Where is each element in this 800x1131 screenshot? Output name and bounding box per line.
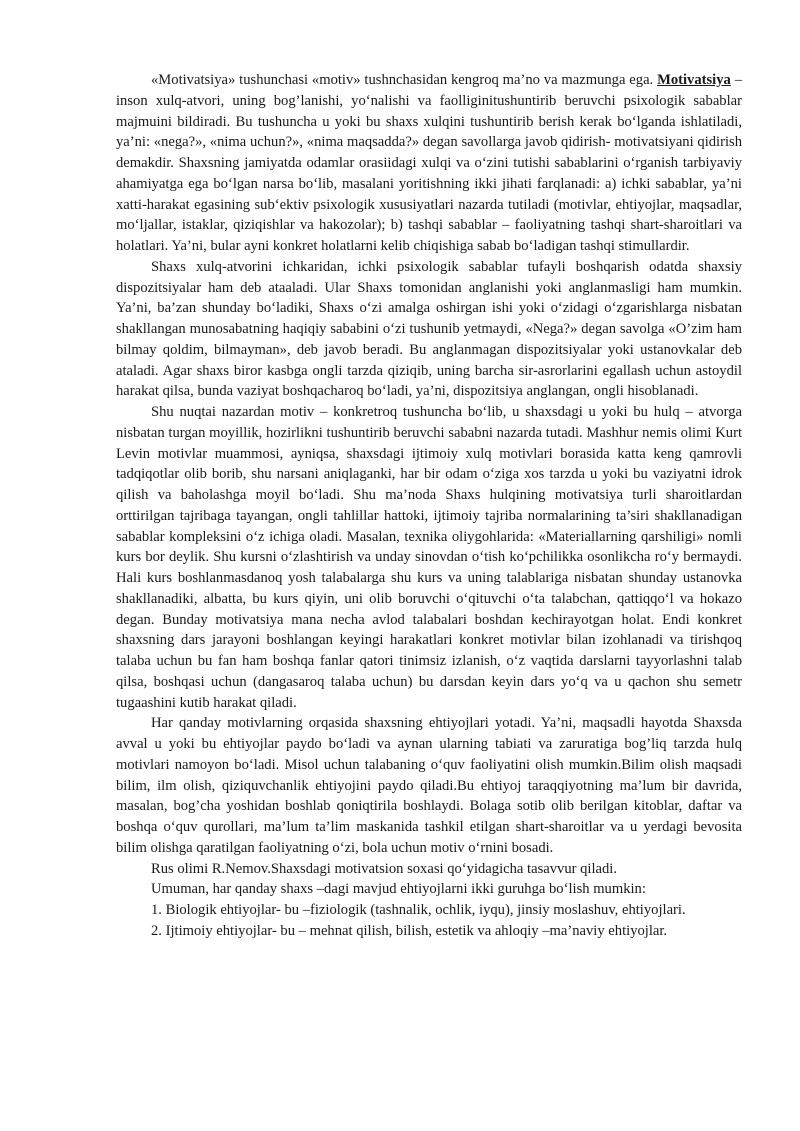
list-item-social-needs: 2. Ijtimoiy ehtiyojlar- bu – mehnat qilish, bilish, estetik va ahloqiy –ma’naviy ehtiyojlar. [151, 922, 668, 939]
paragraph-needs: Har qanday motivlarning orqasida shaxsning ehtiyojlari yotadi. Ya’ni, maqsadli hayotda Shaxsda avval u yoki bu ehtiyojlar paydo bo‘ladi va aynan ularning tabiati va zaruratiga bog’liq tarzda hulq motivlari namoyon bo‘ladi. Misol uchun talabaning o‘quv faoliyatini olish mumkin.Bilim olish maqsadi bilim, ilm olish, qiziquvchanlik ehtiyojini paydo qiladi.Bu ehtiyoj taraqqiyotning ma’lum bir davrida, masalan, bog’cha yoshidan boshlab qoniqtirila boshlaydi. Bolaga sotib olib berilgan kitoblar, daftar va boshqa o‘quv qurollari, ma’lum ta’lim maskanida tashkil etilgan shart-sharoitlar va u yerdagi bevosita bilim olishga qaratilgan faoliyatning o‘zi, bola uchun motiv o‘rnini bosadi. [116, 715, 742, 856]
paragraph-text: – inson xulq-atvori, uning bog’lanishi, yo‘nalishi va faolliginitushuntirib beruvchi psixologik sabablar majmuini bildiradi. Bu tushuncha u yoki bu shaxs xulqini tushuntirib berish kerak bo‘lganda ishlatiladi, ya’ni: «nega?», «nima uchun?», «nima maqsadda?» degan savollarga javob qidirish- motivatsiyani qidirish demakdir. Shaxsning jamiyatda odamlar orasiidagi xulqi va o‘zini tutishi sabablarini o‘rganish tarbiyaviy ahamiyatga ega bo‘lgan narsa bo‘lib, masalani yoritishning ikki jihati farqlanadi: a) ichki sabablar, ya’ni xatti-harakat egasining sub‘ektiv psixologik xususiyatlari nazarda tutiladi (motivlar, ehtiyojlar, maqsadlar, mo‘ljallar, istaklar, qiziqishlar va hakozolar); b) tashqi sabablar – faoliyatning tashqi shart-sharoitlari va holatlari. Ya’ni, bular ayni konkret holatlarni kelib chiqishiga sabab bo‘ladigan tashqi stimullardir. [116, 72, 742, 254]
paragraph-motive-levin: Shu nuqtai nazardan motiv – konkretroq tushuncha bo‘lib, u shaxsdagi u yoki bu hulq – atvorga nisbatan turgan moyillik, hozirlikni tushuntirib beruvchi sababni nazarda tutadi. Mashhur nemis olimi Kurt Levin motivlar muammosi, ayniqsa, shaxsdagi ijtimoiy xulq motivlari borasida katta keng qamrovli tadqiqotlar olib borib, shu narsani aniqlaganki, har bir odam o‘ziga xos tarzda u yoki bu vaziyatni idrok qilish va baholashga moyil bo‘ladi. Shu ma’noda Shaxs hulqining motivatsiya turli sharoitlardan orttirilgan tajribaga tayangan, ongli tahlillar hattoki, ijtimoiy tajriba normalarining ta’siri shakllanadigan sabablar kompleksini o‘z ichiga oladi. Masalan, texnika oliygohlarida: «Materiallarning qarshiligi» nomli kurs bor deylik. Shu kursni o‘zlashtirish va unday sinovdan o‘tish ko‘pchilikka osonlikcha ro‘y bermaydi. Hali kurs boshlanmasdanoq yosh talabalarga shu kurs va uning talablariga nisbatan shunday ustanovka shakllanadiki, albatta, bu kurs qiyin, uni olib boruvchi o‘qituvchi o‘ta talabchan, qattiqqo‘l va hokazo degan. Bunday motivatsiya mana necha avlod talabalari boshdan kechirayotgan holat. Endi konkret shaxsning dars jarayoni boshlangan keyingi harakatlari konkret motivlar bilan izohlanadi va tirishqoq talaba uchun bu fan ham boshqa fanlar qatori tinimsiz izlanish, o‘z vaqtida darslarni tayyorlashni talab qilsa, boshqasi uchun (dangasaroq talaba uchun) bu darsdan keyin dars yo‘q va u qachon shu semetr tugaashini kutib harakat qiladi. [116, 404, 742, 711]
term-motivatsiya: Motivatsiya [657, 72, 731, 88]
paragraph-dispositions: Shaxs xulq-atvorini ichkaridan, ichki psixologik sabablar tufayli boshqarish odatda shaxsiy dispozitsiyalar ham deb ataaladi. Ular Shaxs tomonidan anglanishi yoki anglanmasligi ham mumkin. Ya’ni, ba’zan shunday bo‘ladiki, Shaxs o‘zi amalga oshirgan ishi yoki o‘zidagi o‘zgarishlarga nisbatan shakllangan munosabatning haqiqiy sababini o‘zi tushunib yetmaydi, «Nega?» degan savolga «O’zim ham bilmay qoldim, bilmayman», deb javob beradi. Bu anglanmagan dispozitsiyalar yoki ustanovkalar deb ataladi. Agar shaxs biror kasbga ongli tarzda qiziqib, uning barcha sir-asrorlarini egallash uchun astoydil harakat qilsa, bunda vaziyat boshqacharoq bo‘ladi, ya’ni, dispozitsiya anglangan, ongli hisoblanadi. [116, 258, 742, 400]
paragraph-lead: «Motivatsiya» tushunchasi «motiv» tushnchasidan kengroq ma’no va mazmunga ega. [151, 72, 654, 88]
paragraph-needs-groups: Umuman, har qanday shaxs –dagi mavjud ehtiyojlarni ikki guruhga bo‘lish mumkin: [151, 881, 646, 898]
paragraph-nemov: Rus olimi R.Nemov.Shaxsdagi motivatsion soxasi qo‘yidagicha tasavvur qiladi. [151, 860, 618, 877]
list-item-biological-needs: 1. Biologik ehtiyojlar- bu –fiziologik (tashnalik, ochlik, iyqu), jinsiy moslashuv, ehtiyojlari. [151, 902, 686, 918]
paragraph-motivation-definition [116, 70, 742, 257]
document-page [116, 70, 742, 942]
